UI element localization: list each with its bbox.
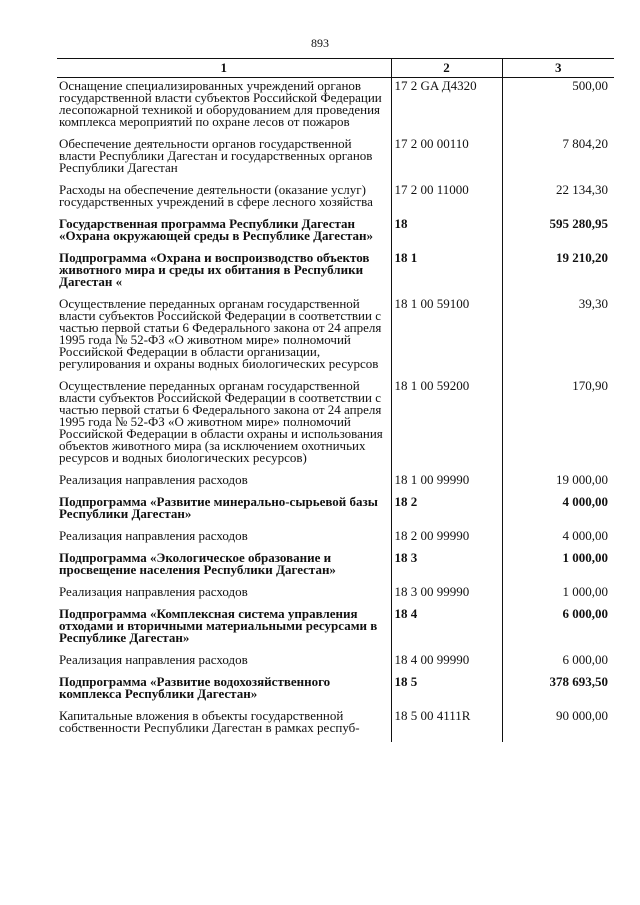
row-amount-cell: 500,00	[502, 78, 614, 137]
row-name-cell: Подпрограмма «Экологическое образование и просвещение населения Республики Дагестан»	[59, 550, 336, 577]
row-amount-cell: 595 280,95	[502, 216, 614, 250]
row-name-cell: Подпрограмма «Комплексная система управления отходами и вторичными материальными ресурсами в Республике Дагестан»	[59, 606, 378, 645]
row-code-cell: 17 2 00 11000	[391, 182, 502, 216]
table-body	[57, 78, 614, 743]
row-name-cell: Реализация направления расходов	[59, 472, 248, 487]
row-amount-cell: 4 000,00	[502, 528, 614, 550]
column-header-2: 2	[391, 59, 502, 78]
table-header-row	[57, 59, 614, 78]
row-code-cell: 18 1 00 99990	[391, 472, 502, 494]
table-row	[57, 472, 614, 494]
row-amount-cell: 170,90	[502, 378, 614, 472]
page-number: 893	[311, 36, 329, 50]
row-amount-cell: 39,30	[502, 296, 614, 378]
row-name-cell: Государственная программа Республики Дагестан «Охрана окружающей среды в Республике Дагестан»	[59, 216, 373, 243]
row-code-cell: 18 3	[391, 550, 502, 584]
row-amount-cell: 19 210,20	[502, 250, 614, 296]
table-row	[57, 296, 614, 378]
row-code-cell: 18 1	[391, 250, 502, 296]
row-amount-cell: 1 000,00	[502, 550, 614, 584]
row-code-cell: 17 2 00 00110	[391, 136, 502, 182]
table-row	[57, 528, 614, 550]
table-row	[57, 652, 614, 674]
row-code-cell: 18 4 00 99990	[391, 652, 502, 674]
row-name-cell: Реализация направления расходов	[59, 652, 248, 667]
table-row	[57, 78, 614, 137]
row-code-cell: 18	[391, 216, 502, 250]
row-amount-cell: 6 000,00	[502, 606, 614, 652]
row-name-cell: Реализация направления расходов	[59, 528, 248, 543]
table-row	[57, 182, 614, 216]
row-amount-cell: 7 804,20	[502, 136, 614, 182]
row-amount-cell: 1 000,00	[502, 584, 614, 606]
table-row	[57, 250, 614, 296]
row-amount-cell: 90 000,00	[502, 708, 614, 742]
row-code-cell: 18 2 00 99990	[391, 528, 502, 550]
budget-table	[57, 58, 614, 742]
row-amount-cell: 6 000,00	[502, 652, 614, 674]
row-code-cell: 18 2	[391, 494, 502, 528]
column-header-1: 1	[57, 59, 391, 78]
row-name-cell: Подпрограмма «Охрана и воспроизводство объектов животного мира и среды их обитания в Республики Дагестан «	[59, 250, 370, 289]
row-name-cell: Капитальные вложения в объекты государственной собственности Республики Дагестан в рамках респуб-	[59, 708, 360, 735]
row-amount-cell: 22 134,30	[502, 182, 614, 216]
row-name-cell: Обеспечение деятельности органов государственной власти Республики Дагестан и государственных органов Республики Дагестан	[59, 136, 373, 175]
row-name-cell: Реализация направления расходов	[59, 584, 248, 599]
table-row	[57, 550, 614, 584]
row-name-cell: Подпрограмма «Развитие водохозяйственного комплекса Республики Дагестан»	[59, 674, 331, 701]
table-row	[57, 378, 614, 472]
table-row	[57, 136, 614, 182]
row-code-cell: 18 1 00 59100	[391, 296, 502, 378]
row-code-cell: 18 5 00 4111R	[391, 708, 502, 742]
table-row	[57, 584, 614, 606]
column-header-3: 3	[502, 59, 614, 78]
table-row	[57, 606, 614, 652]
row-code-cell: 18 4	[391, 606, 502, 652]
row-name-cell: Расходы на обеспечение деятельности (оказание услуг) государственных учреждений в сфере лесного хозяйства	[59, 182, 373, 209]
row-name-cell: Подпрограмма «Развитие минерально-сырьевой базы Республики Дагестан»	[59, 494, 378, 521]
row-amount-cell: 378 693,50	[502, 674, 614, 708]
table-row	[57, 708, 614, 742]
table-row	[57, 216, 614, 250]
row-code-cell: 17 2 GA Д4320	[391, 78, 502, 137]
row-amount-cell: 4 000,00	[502, 494, 614, 528]
row-amount-cell: 19 000,00	[502, 472, 614, 494]
row-code-cell: 18 1 00 59200	[391, 378, 502, 472]
row-code-cell: 18 5	[391, 674, 502, 708]
row-name-cell: Осуществление переданных органам государственной власти субъектов Российской Федерации в соответствии с частью первой статьи 6 Федерального закона от 24 апреля 1995 года № 52-ФЗ «О животном мире» полномочий Российской Федерации в области охраны и использования объектов животного мира (за исключением охотничьих ресурсов и водных биологических ресурсов)	[59, 378, 383, 465]
row-name-cell: Оснащение специализированных учреждений органов государственной власти субъектов Российской Федерации лесопожарной техникой и оборудованием для проведения комплекса мероприятий по охране лесов от пожаров	[59, 78, 382, 129]
table-row	[57, 494, 614, 528]
table-row	[57, 674, 614, 708]
row-code-cell: 18 3 00 99990	[391, 584, 502, 606]
row-name-cell: Осуществление переданных органам государственной власти субъектов Российской Федерации в соответствии с частью первой статьи 6 Федерального закона от 24 апреля 1995 года № 52-ФЗ «О животном мире» полномочий Российской Федерации в области организации, регулирования и охраны водных биологических ресурсов	[59, 296, 382, 371]
